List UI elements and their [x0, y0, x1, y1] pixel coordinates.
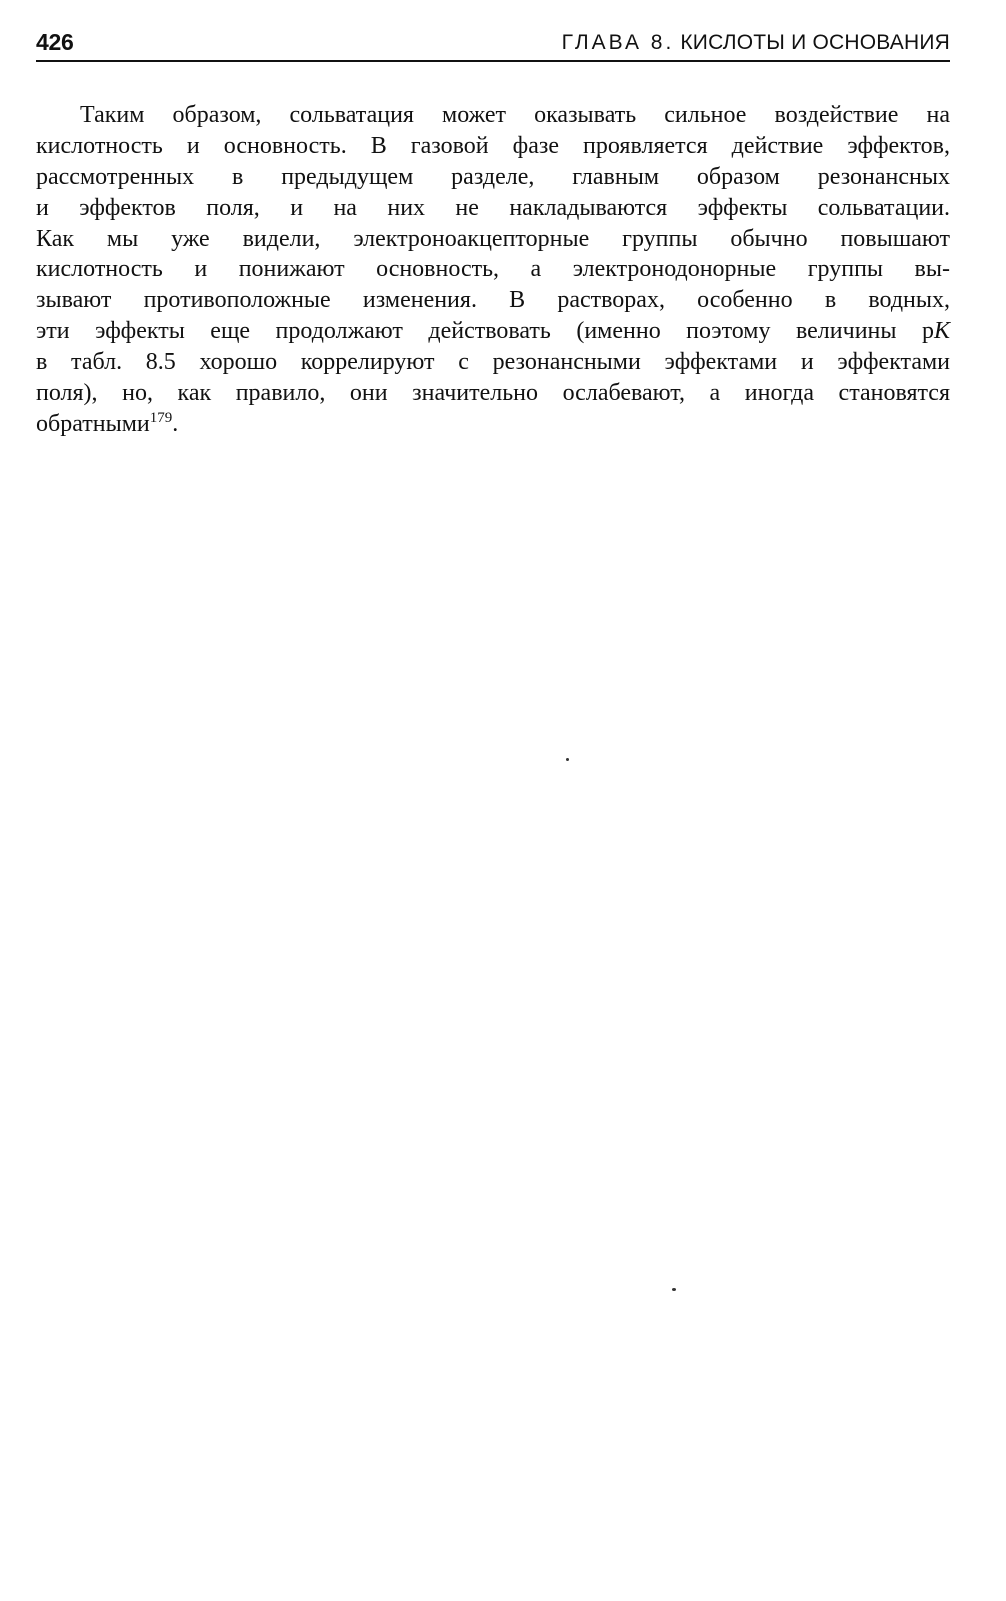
- page-number: 426: [36, 29, 74, 55]
- paragraph-line: [36, 316, 950, 347]
- final-punctuation: .: [172, 410, 179, 437]
- paragraph-line: и эффектов поля, и на них не накладываются эффекты сольватации.: [36, 194, 950, 221]
- paragraph-line: поля), но, как правило, они значительно ослабевают, а иногда становятся: [36, 380, 950, 407]
- scan-speck: [566, 758, 569, 761]
- body-paragraph: [36, 100, 950, 440]
- paragraph-line: зывают противоположные изменения. В растворах, особенно в водных,: [36, 287, 950, 314]
- pk-symbol: K: [933, 318, 950, 345]
- running-head: [36, 28, 950, 62]
- paragraph-line: [36, 409, 950, 440]
- scan-speck: [672, 1288, 676, 1291]
- chapter-number: ГЛАВА 8.: [561, 31, 675, 54]
- chapter-title: [562, 29, 950, 57]
- paragraph-line: кислотность и понижают основность, а электронодонорные группы вы-: [36, 256, 950, 283]
- paragraph-line: рассмотренных в предыдущем разделе, главным образом резонансных: [36, 163, 950, 190]
- footnote-reference: 179: [149, 409, 173, 426]
- paragraph-line-text: эти эффекты еще продолжают действовать (именно поэтому величины p: [36, 318, 934, 345]
- chapter-name: КИСЛОТЫ И ОСНОВАНИЯ: [674, 31, 950, 54]
- paragraph-line: Как мы уже видели, электроноакцепторные группы обычно повышают: [36, 225, 950, 252]
- paragraph-line: Таким образом, сольватация может оказывать сильное воздействие на: [80, 102, 950, 128]
- paragraph-line: в табл. 8.5 хорошо коррелируют с резонансными эффектами и эффектами: [36, 349, 950, 376]
- paragraph-line-text: обратными: [36, 410, 150, 437]
- paragraph-line: кислотность и основность. В газовой фазе проявляется действие эффектов,: [36, 132, 950, 159]
